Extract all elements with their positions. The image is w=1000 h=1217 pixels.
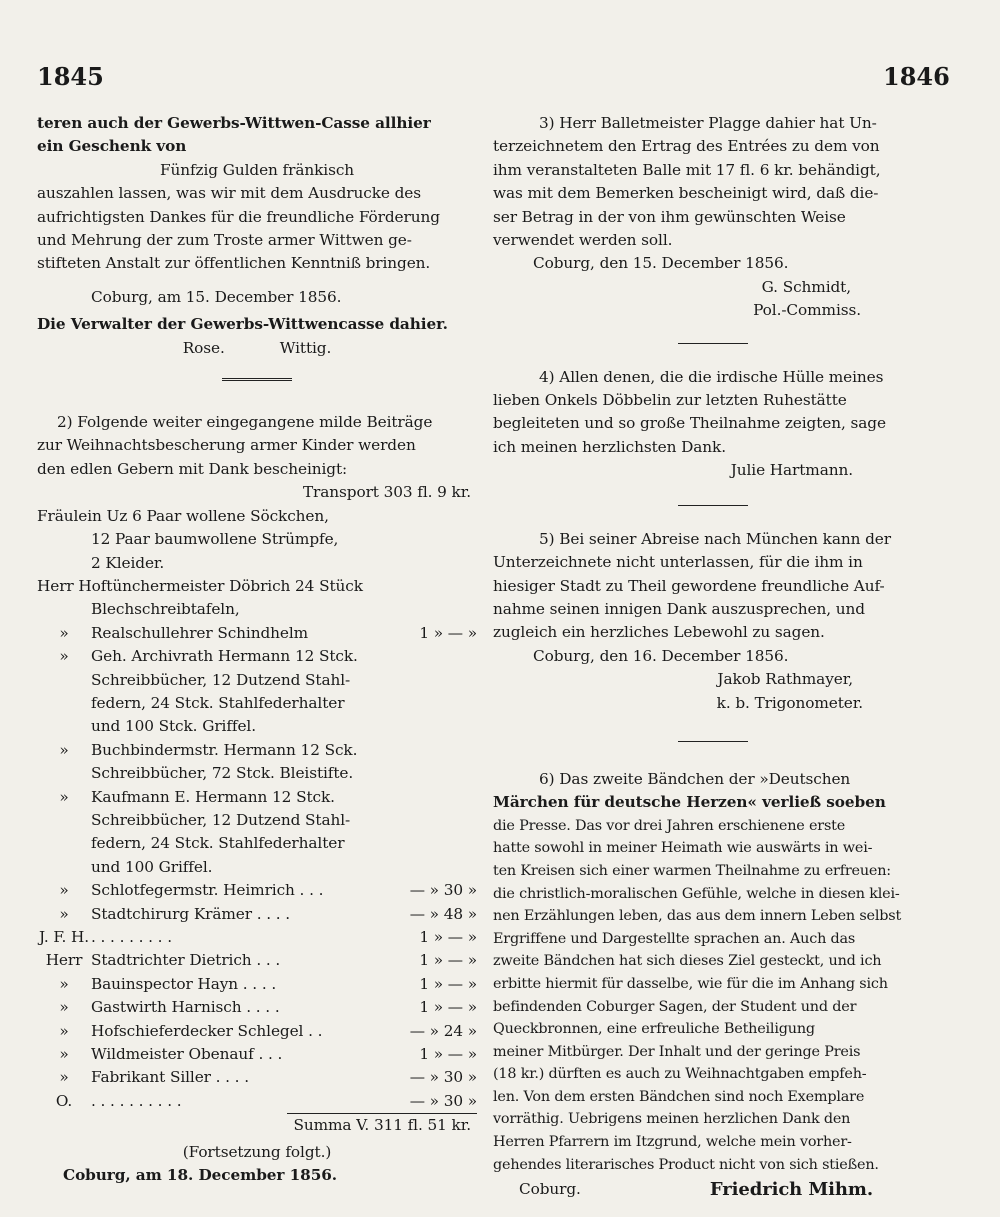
signature-title: Pol.-Commiss. [753,301,861,320]
donation-prefix [37,669,91,692]
donation-name: und 100 Stck. Griffel. [91,717,256,736]
donation-name: federn, 24 Stck. Stahlfederhalter [91,834,345,853]
donation-prefix [37,856,91,879]
donation-row [37,949,477,972]
date-line: Coburg, den 15. December 1856. [533,254,789,273]
donation-prefix [37,762,91,785]
donation-row [37,622,477,645]
donation-row [37,692,477,715]
text-line: Queckbronnen, eine erfreuliche Betheiligung [493,1021,815,1038]
text-line: zweite Bändchen hat sich dieses Ziel gesteckt, und ich [493,953,882,970]
text-line: teren auch der Gewerbs-Wittwen-Casse allhier [37,114,431,132]
donation-prefix: Herr [45,951,83,970]
donation-row [37,669,477,692]
donation-name: Schreibbücher, 12 Dutzend Stahl- [91,810,351,829]
text-line: ten Kreisen sich einer warmen Theilnahme zu erfreuen: [493,862,891,879]
text-line: auszahlen lassen, was wir mit dem Ausdrucke des [37,184,422,203]
signature-name: Rose. [182,338,225,357]
donation-name: Stadtchirurg Krämer . . . . [91,904,291,923]
text-line: 12 Paar baumwollene Strümpfe, [91,530,339,549]
donation-row [37,996,477,1019]
continued-note: (Fortsetzung folgt.) [182,1142,332,1161]
signature-name: G. Schmidt, [761,277,851,296]
signature-title: k. b. Trigonometer. [716,693,863,712]
date-line: Coburg, am 18. December 1856. [63,1166,338,1185]
donation-prefix: J. F. H. [38,928,90,946]
donation-amount: 1 » — » [419,974,477,993]
text-line: verwendet werden soll. [493,231,673,250]
donation-amount [372,809,477,832]
donation-amount: — » 24 » [409,1021,477,1040]
text-line: was mit dem Bemerken bescheinigt wird, daß die- [493,184,879,203]
item6-body [493,815,933,1177]
text-line: nen Erzählungen leben, das aus dem innern Leben selbst [493,908,902,925]
text-line: Herr Hoftünchermeister Döbrich 24 Stück [37,576,363,595]
text-line: begleiteten und so große Theilnahme zeigten, sage [493,414,886,433]
donation-amount [372,715,477,738]
donation-row [37,973,477,996]
donation-prefix: » [59,998,69,1017]
section-divider [678,343,748,344]
section-divider [678,505,748,506]
text-line: hiesiger Stadt zu Theil gewordene freundliche Auf- [493,576,885,595]
donation-name: Schlotfegermstr. Heimrich . . . [91,881,324,900]
donation-row [37,1090,477,1113]
text-line: erbitte hiermit für dasselbe, wie für die im Anhang sich [493,975,888,992]
text-line: ihm veranstalteten Balle mit 17 fl. 6 kr. behändigt, [493,160,881,179]
date-line: Coburg, am 15. December 1856. [91,287,342,306]
donation-prefix: » [59,623,69,642]
donation-name: Kaufmann E. Hermann 12 Stck. [91,787,335,806]
text-line: den edlen Gebern mit Dank bescheinigt: [37,459,348,478]
text-line: zugleich ein herzliches Lebewohl zu sagen. [493,623,825,642]
donation-row [37,1043,477,1066]
right-column [493,112,933,1202]
donation-prefix: » [59,904,69,923]
donation-row [37,856,477,879]
donation-name: Bauinspector Hayn . . . . [91,974,277,993]
text-line: ein Geschenk von [37,137,187,156]
text-line: vorräthig. Uebrigens meinen herzlichen Dank den [493,1111,851,1128]
text-line: die christlich-moralischen Gefühle, welche in diesen klei- [493,885,900,902]
donation-row [37,739,477,762]
text-line: terzeichnetem den Ertrag des Entrées zu dem von [493,137,880,156]
donation-name: federn, 24 Stck. Stahlfederhalter [91,693,345,712]
donation-row [37,762,477,785]
page-number-left: 1845 [37,62,104,91]
donation-prefix: O. [55,1091,73,1110]
donation-amount [372,786,477,809]
donation-prefix: » [59,974,69,993]
donation-amount: — » 48 » [409,904,477,923]
donation-list [37,622,477,1114]
signature-name: Julie Hartmann. [730,461,853,480]
donation-name: Fabrikant Siller . . . . [91,1068,249,1087]
donation-amount: 1 » — » [419,1045,477,1064]
donation-name: . . . . . . . . . [91,928,172,946]
amount-words: Fünfzig Gulden fränkisch [159,160,355,179]
donation-name: Geh. Archivrath Hermann 12 Stck. [91,647,358,666]
page-number-right: 1846 [883,62,950,91]
donation-prefix: » [59,647,69,666]
donation-amount [372,832,477,855]
text-line: hatte sowohl in meiner Heimath wie auswärts in wei- [493,840,873,857]
donation-amount: 1 » — » [419,951,477,970]
donation-row [37,786,477,809]
text-line: zur Weihnachtsbescherung armer Kinder werden [37,436,416,455]
text-line: 3) Herr Balletmeister Plagge dahier hat Un- [539,114,877,132]
text-line: nahme seinen innigen Dank auszusprechen, und [493,599,865,618]
donation-prefix: » [59,787,69,806]
text-line: Ergriffene und Dargestellte sprachen an. Auch das [493,930,856,947]
section-divider [678,741,748,742]
donation-prefix: » [59,881,69,900]
donation-prefix: » [59,1021,69,1040]
text-line: befindenden Coburger Sagen, der Student und der [493,998,857,1015]
date-line: Coburg, den 16. December 1856. [533,646,789,665]
donation-row [37,832,477,855]
text-line: Märchen für deutsche Herzen« verließ soeben [493,793,886,812]
section-divider [222,378,292,381]
donation-row [37,809,477,832]
donation-amount: 1 » — » [419,623,477,642]
signature-name: Jakob Rathmayer, [717,670,853,689]
donation-row [37,879,477,902]
text-line: 4) Allen denen, die die irdische Hülle meines [539,367,884,386]
text-line: Unterzeichnete nicht unterlassen, für die ihm in [493,553,863,572]
donation-row [37,645,477,668]
donation-row [37,715,477,738]
donation-prefix [37,809,91,832]
donation-amount [372,645,477,668]
donation-prefix: » [59,1045,69,1064]
text-line: stifteten Anstalt zur öffentlichen Kenntniß bringen. [37,254,431,273]
donation-amount: 1 » — » [419,928,477,946]
signature-name: Wittig. [279,338,332,357]
text-line: ser Betrag in der von ihm gewünschten Weise [493,207,846,226]
signature-line: Die Verwalter der Gewerbs-Wittwencasse dahier. [37,315,448,334]
text-line: aufrichtigsten Dankes für die freundliche Förderung [37,207,440,226]
transport-line: Transport 303 fl. 9 kr. [302,483,471,502]
text-line: lieben Onkels Döbbelin zur letzten Ruhestätte [493,391,847,410]
donation-row [37,903,477,926]
donation-name: Stadtrichter Dietrich . . . [91,951,281,970]
donation-amount [372,692,477,715]
donation-name: Buchbindermstr. Hermann 12 Sck. [91,740,358,759]
text-line: Blechschreibtafeln, [91,600,240,619]
donation-prefix [37,692,91,715]
text-line: len. Von dem ersten Bändchen sind noch Exemplare [493,1088,865,1105]
text-line: gehendes literarisches Product nicht von sich stießen. [493,1156,879,1173]
donation-row [37,1066,477,1089]
donation-amount: — » 30 » [409,1091,477,1110]
donation-prefix [37,715,91,738]
text-line: und Mehrung der zum Troste armer Wittwen ge- [37,231,412,250]
signature-name: Friedrich Mihm. [709,1179,873,1201]
text-line: (18 kr.) dürften es auch zu Weihnachtgaben empfeh- [493,1066,867,1083]
donation-amount: — » 30 » [409,881,477,900]
donation-name: und 100 Griffel. [91,857,213,876]
donation-amount: — » 30 » [409,1068,477,1087]
donation-amount [372,739,477,762]
donation-name: Hofschieferdecker Schlegel . . [91,1021,323,1040]
text-line: 2 Kleider. [91,553,165,572]
donation-amount [372,856,477,879]
left-column [37,112,477,1187]
donation-name: Schreibbücher, 72 Stck. Bleistifte. [91,764,354,783]
donation-prefix: » [59,740,69,759]
donation-row [37,1020,477,1043]
text-line: die Presse. Das vor drei Jahren erschienene erste [493,817,846,834]
donation-name: Wildmeister Obenauf . . . [91,1045,283,1064]
text-line: Fräulein Uz 6 Paar wollene Söckchen, [37,506,329,525]
summa-line: Summa V. 311 fl. 51 kr. [293,1116,471,1135]
text-line: 5) Bei seiner Abreise nach München kann der [539,529,891,548]
donation-amount: 1 » — » [419,998,477,1017]
text-line: 6) Das zweite Bändchen der »Deutschen [539,769,851,788]
donation-name: Schreibbücher, 12 Dutzend Stahl- [91,670,351,689]
text-line: meiner Mitbürger. Der Inhalt und der geringe Preis [493,1043,861,1060]
donation-amount [372,762,477,785]
text-line: Herren Pfarrern im Itzgrund, welche mein vorher- [493,1134,852,1151]
donation-prefix [37,832,91,855]
donation-name: Realschullehrer Schindhelm [91,623,309,642]
donation-amount [372,669,477,692]
donation-name: Gastwirth Harnisch . . . . [91,998,280,1017]
text-line: 2) Folgende weiter eingegangene milde Beiträge [57,413,433,432]
text-line: ich meinen herzlichsten Dank. [493,437,726,456]
donation-prefix: » [59,1068,69,1087]
donation-name: . . . . . . . . . . [91,1091,182,1110]
place-line: Coburg. [519,1180,581,1199]
donation-row [37,926,477,949]
